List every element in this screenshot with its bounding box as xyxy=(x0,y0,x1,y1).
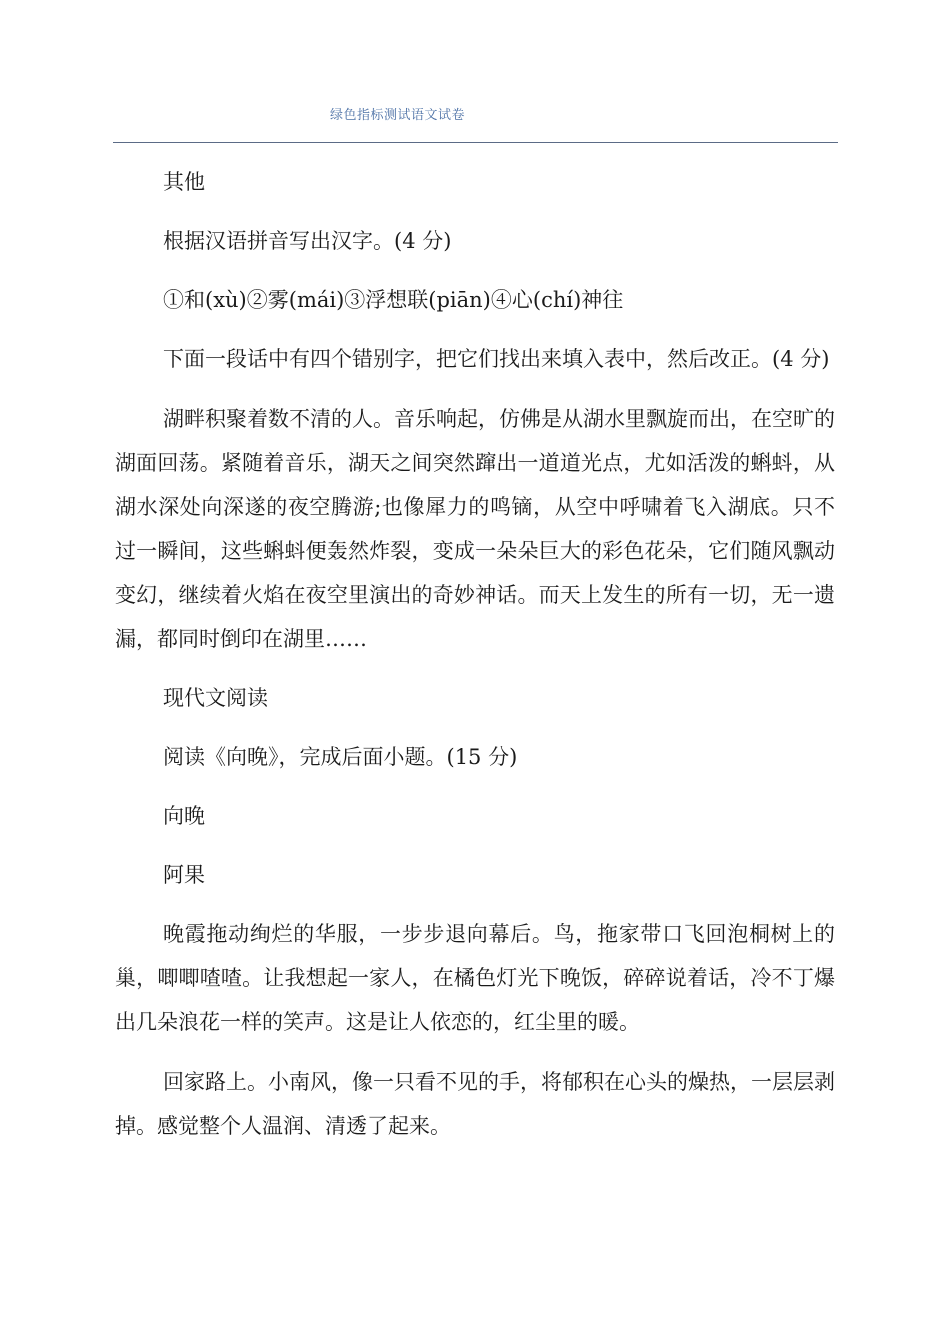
section-heading-other: 其他 xyxy=(163,170,205,194)
article-paragraph: 回家路上。小南风，像一只看不见的手，将郁积在心头的燥热，一层层剥掉。感觉整个人温润、清透了起来。 xyxy=(115,1070,835,1138)
page-header xyxy=(0,0,950,143)
question-pinyin-items: ①和(xù)②雾(mái)③浮想联(piān)④心(chí)神往 xyxy=(163,288,624,312)
reading-instruction: 阅读《向晚》，完成后面小题。(15 分) xyxy=(163,745,518,769)
section-heading-reading: 现代文阅读 xyxy=(163,686,268,710)
question-pinyin-instruction: 根据汉语拼音写出汉字。(4 分) xyxy=(163,229,452,253)
article-title: 向晚 xyxy=(163,804,205,828)
article-author: 阿果 xyxy=(163,863,205,887)
question-typo-passage: 湖畔积聚着数不清的人。音乐响起，仿佛是从湖水里飘旋而出，在空旷的湖面回荡。紧随着音乐，湖天之间突然蹿出一道道光点，尤如活泼的蝌蚪，从湖水深处向深遂的夜空腾游;也像犀力的鸣镝，从空中呼啸着飞入湖底。只不过一瞬间，这些蝌蚪便轰然炸裂，变成一朵朵巨大的彩色花朵，它们随风飘动变幻，继续着火焰在夜空里演出的奇妙神话。而天上发生的所有一切，无一遗漏，都同时倒印在湖里…… xyxy=(115,407,835,651)
header-title: 绿色指标测试语文试卷 xyxy=(330,108,466,123)
header-divider xyxy=(113,142,838,143)
article-paragraph: 晚霞拖动绚烂的华服，一步步退向幕后。鸟，拖家带口飞回泡桐树上的巢，唧唧喳喳。让我想起一家人，在橘色灯光下晚饭，碎碎说着话，冷不丁爆出几朵浪花一样的笑声。这是让人依恋的，红尘里的暖。 xyxy=(115,922,835,1034)
document-body xyxy=(115,160,835,1148)
question-typo-instruction: 下面一段话中有四个错别字，把它们找出来填入表中，然后改正。(4 分) xyxy=(163,347,830,371)
